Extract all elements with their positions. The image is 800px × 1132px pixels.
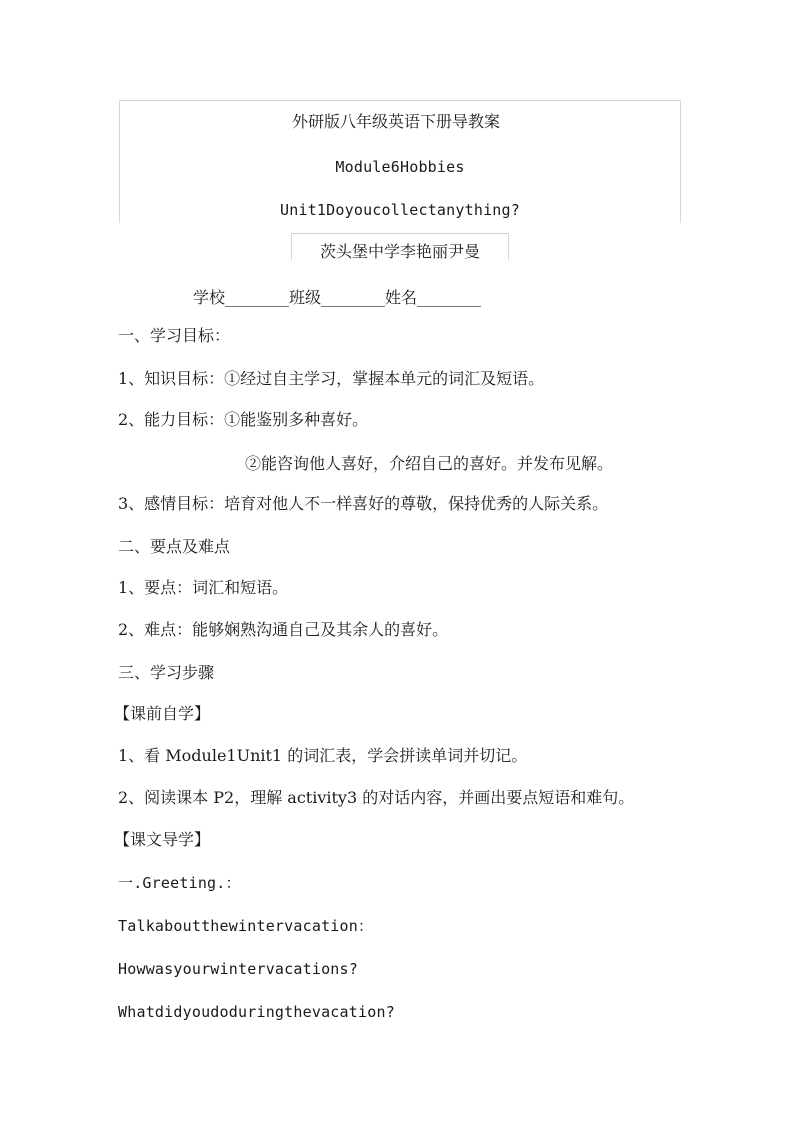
author-line: 茨头堡中学李艳丽尹曼 bbox=[319, 242, 480, 261]
talk-prompt: Talkaboutthewintervacation： bbox=[118, 917, 374, 935]
objective-knowledge: 1、知识目标：①经过自主学习，掌握本单元的词汇及短语。 bbox=[118, 369, 545, 388]
question-1: Howwasyourwintervacations? bbox=[118, 960, 358, 978]
preview-step-1: 1、看 Module1Unit1 的词汇表，学会拼读单词并切记。 bbox=[118, 746, 528, 765]
section-objectives-heading: 一、学习目标： bbox=[118, 326, 231, 345]
objective-emotion: 3、感情目标：培育对他人不一样喜好的尊敬，保持优秀的人际关系。 bbox=[118, 494, 609, 513]
student-info-line: 学校________班级________姓名________ bbox=[193, 288, 482, 307]
objective-ability-sub: ②能咨询他人喜好，介绍自己的喜好。并发布见解。 bbox=[245, 454, 614, 473]
objective-ability: 2、能力目标：①能鉴别多种喜好。 bbox=[118, 410, 369, 429]
preview-step-2: 2、阅读课本 P2，理解 activity3 的对话内容，并画出要点短语和难句。 bbox=[118, 788, 635, 807]
preview-heading: 【课前自学】 bbox=[114, 704, 211, 723]
guide-heading: 【课文导学】 bbox=[114, 830, 211, 849]
module-title: Module6Hobbies bbox=[335, 158, 465, 176]
section-steps-heading: 三、学习步骤 bbox=[118, 663, 215, 682]
key-point: 1、要点：词汇和短语。 bbox=[118, 578, 289, 597]
question-2: Whatdidyoudoduringthevacation? bbox=[118, 1003, 395, 1021]
greeting-heading: 一.Greeting.： bbox=[118, 874, 241, 892]
section-key-points-heading: 二、要点及难点 bbox=[118, 537, 231, 556]
unit-title: Unit1Doyoucollectanything? bbox=[280, 201, 520, 219]
document-title: 外研版八年级英语下册导教案 bbox=[291, 112, 500, 131]
difficult-point: 2、难点：能够娴熟沟通自己及其余人的喜好。 bbox=[118, 620, 449, 639]
